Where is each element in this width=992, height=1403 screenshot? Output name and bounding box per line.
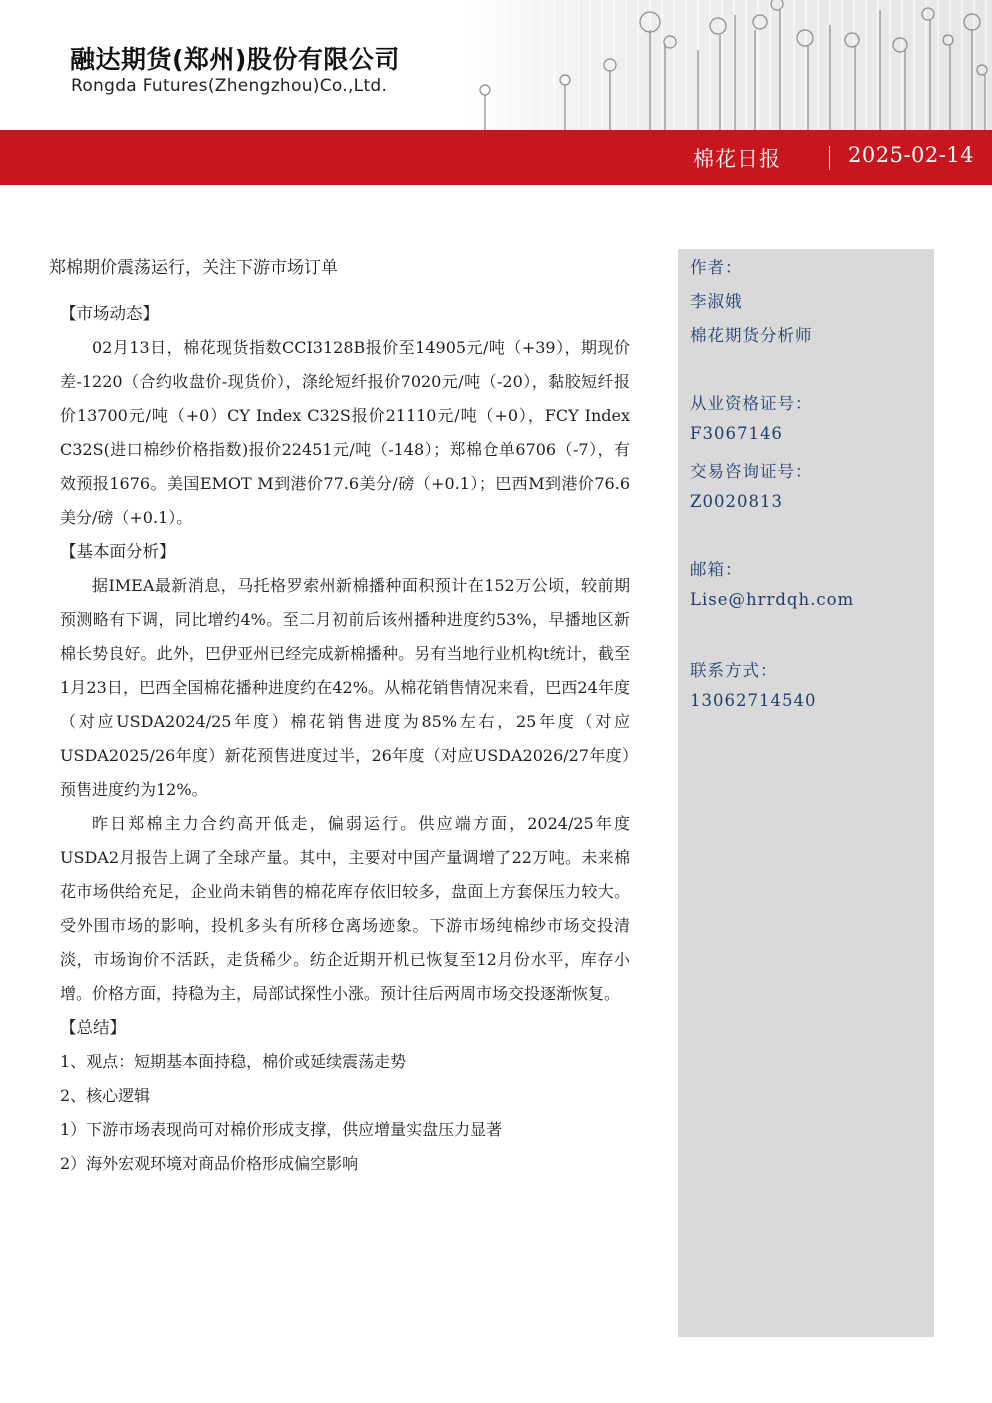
phone-number: 13062714540 [690,691,817,710]
fundamental-paragraph-2: 昨日郑棉主力合约高开低走，偏弱运行。供应端方面，2024/25年度USDA2月报告上调了全球产量。其中，主要对中国产量调增了22万吨。未来棉花市场供给充足，企业尚未销售的棉花库存依旧较多，盘面上方套保压力较大。受外围市场的影响，投机多头有所移仓离场迹象。下游市场纯棉纱市场交投清淡，市场询价不活跃，走货稀少。纺企近期开机已恢复至12月份水平，库存小增。价格方面，持稳为主，局部试探性小涨。预计往后两周市场交投逐渐恢复。 [60,814,630,1003]
consulting-label: 交易咨询证号： [690,462,813,481]
author-label: 作者： [690,258,743,277]
market-dynamics-paragraph: 02月13日，棉花现货指数CCI3128B报价至14905元/吨（+39），期现价差-1220（合约收盘价-现货价），涤纶短纤报价7020元/吨（-20），黏胶短纤报价13700元/吨（+0）CY Index C32S报价21110元/吨（+0），FCY Index C32S(进口棉纱价格指数)报价22451元/吨（-148）；郑棉仓单6706（-7），有效预报1676。美国EMOT M到港价77.6美分/磅（+0.1）；巴西M到港价76.6美分/磅（+0.1）。 [60,338,630,527]
article-headline: 郑棉期价震荡运行，关注下游市场订单 [49,258,338,278]
company-name-zh: 融达期货(郑州)股份有限公司 [70,45,400,74]
qualification-number: F3067146 [690,424,783,443]
summary-item: 2）海外宏观环境对商品价格形成偏空影响 [60,1154,359,1173]
article-body [60,297,630,1181]
contact-label: 联系方式： [690,661,778,680]
section-heading-summary: 【总结】 [60,1018,126,1037]
consulting-number: Z0020813 [690,492,783,511]
section-heading-market: 【市场动态】 [60,304,159,323]
summary-item: 1、观点：短期基本面持稳，棉价或延续震荡走势 [60,1052,407,1071]
author-title: 棉花期货分析师 [690,326,813,345]
header-decoration-graphic [460,0,992,130]
email-link[interactable]: Lise@hrrdqh.com [690,590,855,609]
summary-item: 2、核心逻辑 [60,1086,151,1105]
section-heading-fundamental: 【基本面分析】 [60,542,176,561]
email-label: 邮箱： [690,560,743,579]
fundamental-paragraph-1: 据IMEA最新消息，马托格罗索州新棉播种面积预计在152万公顷，较前期预测略有下调，同比增约4%。至二月初前后该州播种进度约53%，早播地区新棉长势良好。此外，巴伊亚州已经完成新棉播种。另有当地行业机构t统计，截至1月23日，巴西全国棉花播种进度约在42%。从棉花销售情况来看，巴西24年度（对应USDA2024/25年度）棉花销售进度为85%左右，25年度（对应USDA2025/26年度）新花预售进度过半，26年度（对应USDA2026/27年度）预售进度约为12%。 [60,576,630,799]
qualification-label: 从业资格证号： [690,394,813,413]
author-name: 李淑娥 [690,292,743,311]
report-date: 2025-02-14 [848,143,975,167]
summary-item: 1）下游市场表现尚可对棉价形成支撑，供应增量实盘压力显著 [60,1120,503,1139]
report-title: 棉花日报 [693,147,781,171]
title-separator [829,146,830,170]
company-name-en: Rongda Futures(Zhengzhou)Co.,Ltd. [71,76,388,96]
report-title-band [0,130,992,185]
